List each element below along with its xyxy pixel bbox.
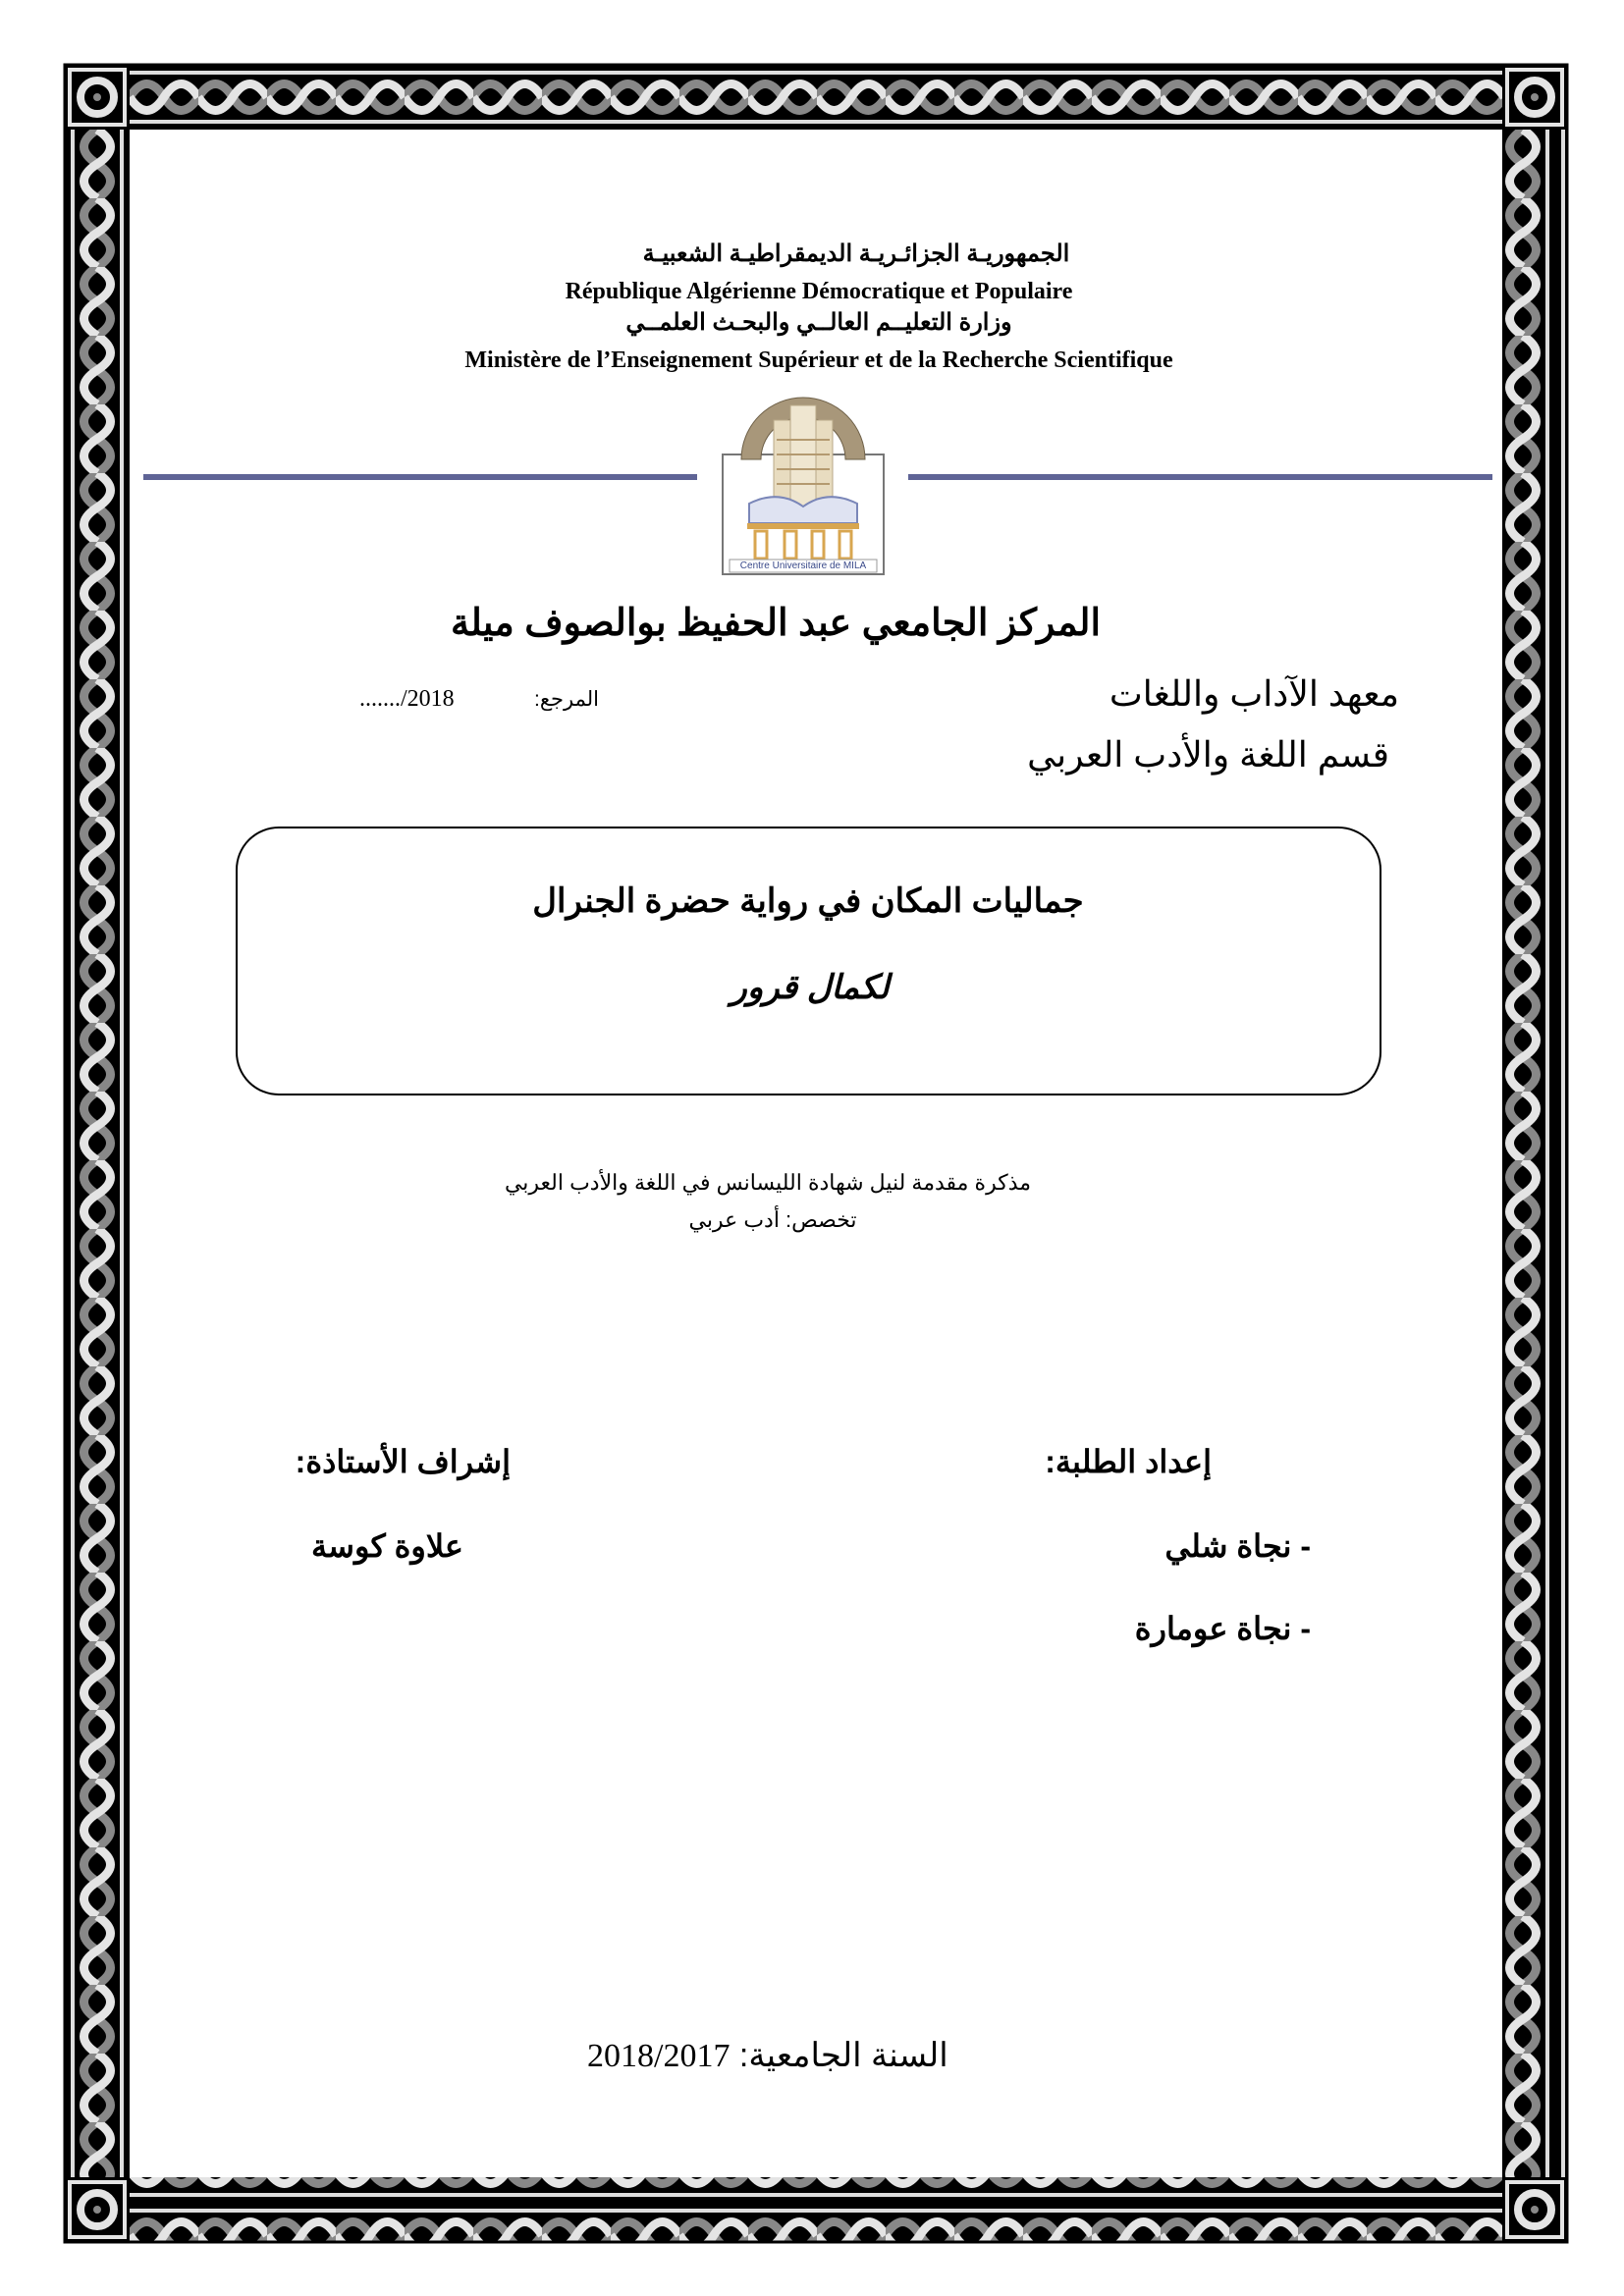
academic-year — [587, 2036, 948, 2075]
supervisor-label: إشراف الأستاذة: — [295, 1444, 511, 1479]
thesis-purpose: مذكرة مقدمة لنيل شهادة الليسانس في اللغة والأدب العربي — [504, 1170, 1032, 1195]
thesis-title: جماليات المكان في رواية حضرة الجنرال — [532, 882, 1084, 920]
title-box — [236, 827, 1381, 1095]
department-name: قسم اللغة والأدب العربي — [1027, 734, 1389, 774]
academic-year-value: 2018/2017 — [587, 2038, 731, 2074]
student-name: - نجاة شلي — [1164, 1528, 1311, 1564]
institute-name: معهد الآداب واللغات — [1109, 673, 1399, 714]
ministry-french: Ministère de l’Enseignement Supérieur et de la Recherche Scientifique — [464, 347, 1173, 373]
thesis-specialty: تخصص: أدب عربي — [688, 1207, 857, 1232]
thesis-author: لكمال قرور — [731, 969, 890, 1006]
students-label: إعداد الطلبة: — [1045, 1444, 1212, 1479]
institution-name: المركز الجامعي عبد الحفيظ بوالصوف ميلة — [450, 603, 1102, 644]
reference-label: المرجع: — [534, 688, 599, 711]
reference-value: ......./2018 — [359, 686, 455, 712]
student-name: - نجاة عومارة — [1134, 1611, 1311, 1646]
ministry-arabic: وزارة التعليــم العالــي والبحـث العلمــي — [625, 309, 1012, 336]
academic-year-label: السنة الجامعية: — [738, 2037, 948, 2074]
logo-caption: Centre Universitaire de MILA — [739, 561, 867, 571]
supervisor-name: علاوة كوسة — [310, 1528, 463, 1564]
republic-arabic: الجمهوريـة الجزائـريـة الديمقراطيـة الشعبيـة — [642, 240, 1070, 267]
divider-right — [908, 474, 1492, 480]
divider-left — [143, 474, 697, 480]
university-logo — [720, 391, 887, 577]
republic-french: République Algérienne Démocratique et Populaire — [565, 279, 1073, 304]
